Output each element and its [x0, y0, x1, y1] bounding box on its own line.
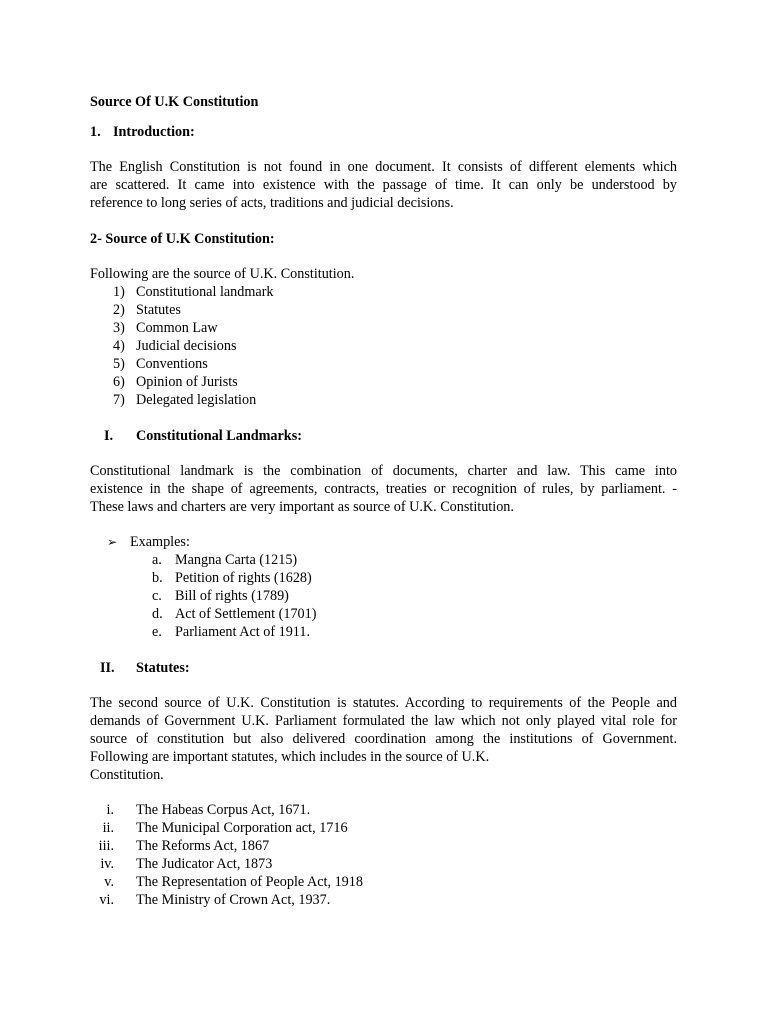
statutes-line-3: source of constitution but also delivered coordination among the institutions of Government.: [90, 731, 677, 747]
statutes-heading: Statutes:: [136, 660, 190, 676]
intro-heading: Introduction:: [113, 124, 195, 140]
list-item-number: 7): [113, 392, 125, 408]
statutes-line-4: Following are important statutes, which includes in the source of U.K.: [90, 749, 490, 765]
list-item-number: 3): [113, 320, 125, 336]
sources-lead: Following are the source of U.K. Constitution.: [90, 266, 355, 282]
list-item-text: Parliament Act of 1911.: [175, 624, 311, 640]
landmarks-line-3: These laws and charters are very important as source of U.K. Constitution.: [90, 499, 514, 515]
list-item-text: Constitutional landmark: [136, 284, 274, 300]
list-item-text: Petition of rights (1628): [175, 570, 312, 586]
intro-line-2: are scattered. It came into existence with the passage of time. It can only be understood by: [90, 177, 677, 193]
arrow-bullet-icon: ➢: [107, 535, 118, 549]
list-item-letter: a.: [152, 552, 162, 568]
list-item-text: The Judicator Act, 1873: [136, 856, 273, 872]
list-item-text: The Representation of People Act, 1918: [136, 874, 363, 890]
examples-label: Examples:: [130, 534, 190, 550]
list-item-text: Judicial decisions: [136, 338, 237, 354]
list-item-text: Opinion of Jurists: [136, 374, 238, 390]
list-item-number: 5): [113, 356, 125, 372]
list-item-number: v.: [104, 874, 114, 890]
list-item-text: Common Law: [136, 320, 218, 336]
statutes-line-2: demands of Government U.K. Parliament formulated the law which not only played vital role for: [90, 713, 677, 729]
intro-line-1: The English Constitution is not found in one document. It consists of different elements which: [90, 159, 677, 175]
list-item-number: iv.: [100, 856, 114, 872]
list-item-text: Mangna Carta (1215): [175, 552, 298, 568]
statutes-line-1: The second source of U.K. Constitution is statutes. According to requirements of the People and: [90, 695, 677, 711]
list-item-number: i.: [106, 802, 114, 818]
list-item-text: The Ministry of Crown Act, 1937.: [136, 892, 331, 908]
list-item-number: 1): [113, 284, 125, 300]
list-item-number: 6): [113, 374, 125, 390]
intro-line-3: reference to long series of acts, traditions and judicial decisions.: [90, 195, 454, 211]
landmarks-line-2: existence in the shape of agreements, contracts, treaties or recognition of rules, by parliament. -: [90, 481, 677, 497]
list-item-letter: d.: [152, 606, 163, 622]
list-item-text: Statutes: [136, 302, 181, 318]
list-item-letter: b.: [152, 570, 163, 586]
document-title: Source Of U.K Constitution: [90, 94, 259, 110]
list-item-text: The Habeas Corpus Act, 1671.: [136, 802, 311, 818]
intro-number: 1.: [90, 124, 101, 140]
list-item-number: ii.: [102, 820, 114, 836]
sources-heading: 2- Source of U.K Constitution:: [90, 231, 275, 247]
list-item-letter: e.: [152, 624, 162, 640]
statutes-line-5: Constitution.: [90, 767, 164, 783]
statutes-numeral: II.: [100, 660, 115, 676]
list-item-letter: c.: [152, 588, 162, 604]
list-item-number: 2): [113, 302, 125, 318]
list-item-text: Bill of rights (1789): [175, 588, 289, 604]
list-item-number: vi.: [99, 892, 114, 908]
landmarks-heading: Constitutional Landmarks:: [136, 428, 302, 444]
landmarks-numeral: I.: [104, 428, 114, 444]
list-item-text: The Municipal Corporation act, 1716: [136, 820, 348, 836]
list-item-number: 4): [113, 338, 125, 354]
list-item-text: Act of Settlement (1701): [175, 606, 317, 622]
list-item-number: iii.: [98, 838, 114, 854]
landmarks-line-1: Constitutional landmark is the combination of documents, charter and law. This came into: [90, 463, 677, 479]
list-item-text: The Reforms Act, 1867: [136, 838, 270, 854]
list-item-text: Delegated legislation: [136, 392, 257, 408]
list-item-text: Conventions: [136, 356, 208, 372]
